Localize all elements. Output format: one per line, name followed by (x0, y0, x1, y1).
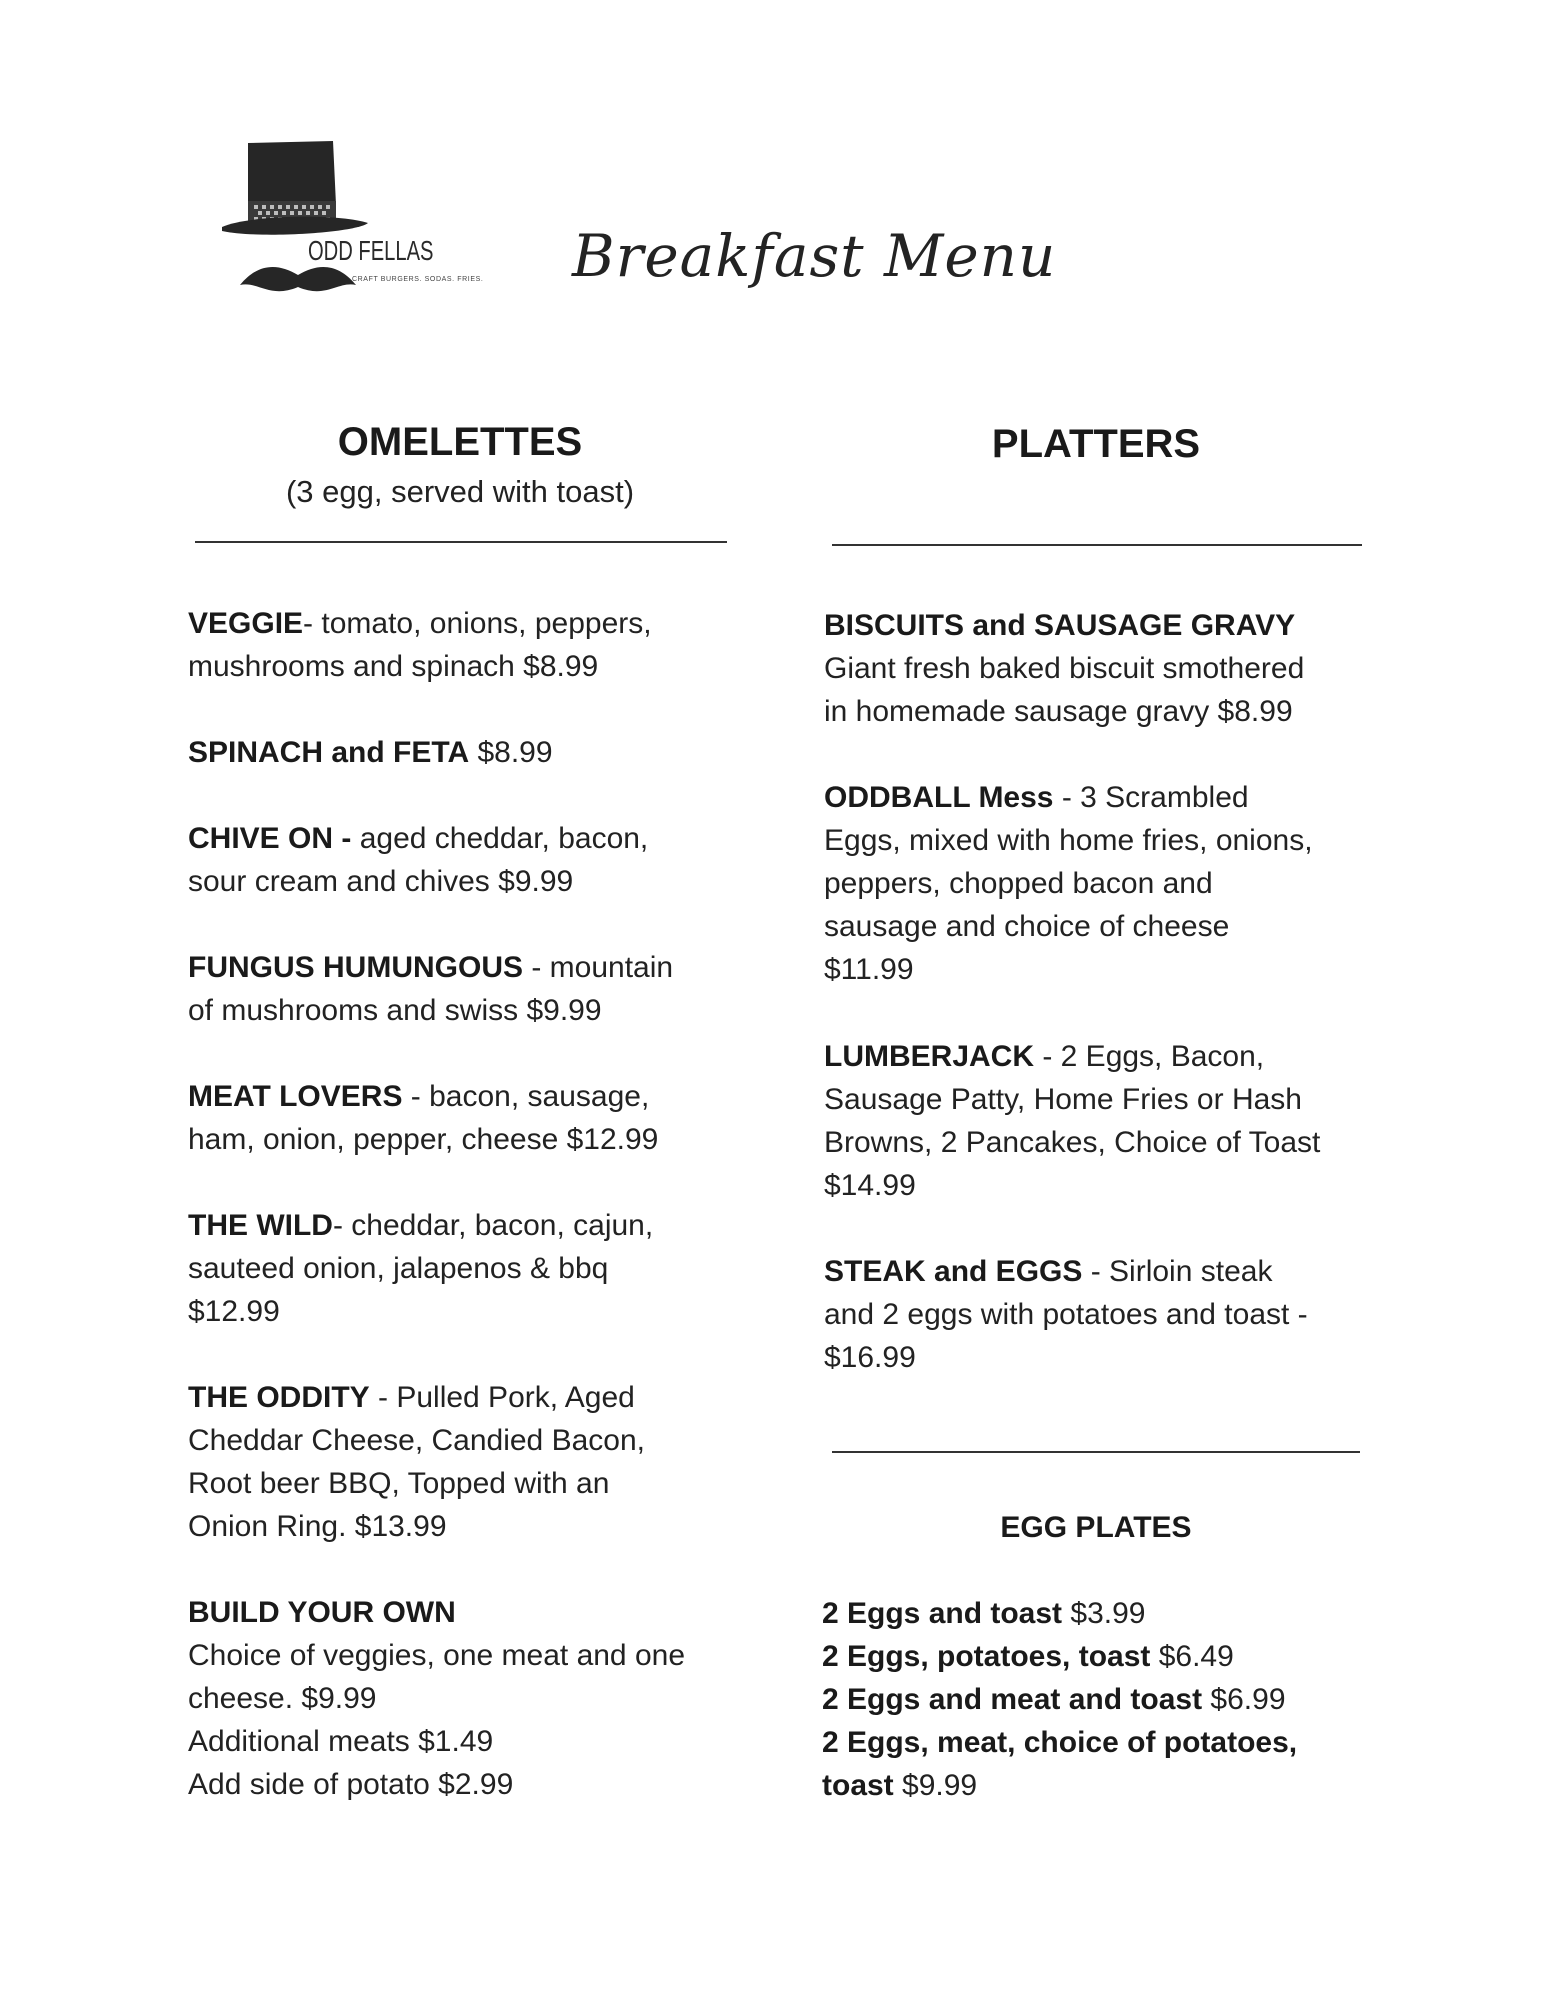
divider (195, 541, 727, 543)
item-description: ham, onion, pepper, cheese $12.99 (188, 1123, 659, 1156)
menu-item (824, 1250, 1308, 1379)
item-description: and 2 eggs with potatoes and toast - (824, 1298, 1308, 1331)
item-description: Eggs, mixed with home fries, onions, (824, 824, 1313, 857)
item-name: MEAT LOVERS (188, 1080, 403, 1113)
egg-plates-list (822, 1592, 1297, 1807)
divider (832, 1451, 1360, 1453)
item-description: sausage and choice of cheese (824, 910, 1230, 943)
item-description: Additional meats $1.49 (188, 1725, 494, 1758)
item-description: aged cheddar, bacon, (351, 822, 649, 855)
omelettes-heading: OMELETTES (337, 420, 583, 464)
item-price: $6.49 (1150, 1640, 1234, 1673)
item-name: THE WILD (188, 1209, 333, 1242)
item-name: FUNGUS HUMUNGOUS (188, 951, 523, 984)
menu-item (188, 1204, 653, 1333)
menu-item (188, 817, 648, 903)
item-price: $12.99 (188, 1295, 280, 1328)
menu-item (188, 1376, 645, 1548)
menu-item (188, 1075, 658, 1161)
item-name: LUMBERJACK (824, 1040, 1034, 1073)
item-description: mushrooms and spinach $8.99 (188, 650, 599, 683)
item-price: $14.99 (824, 1169, 916, 1202)
item-description: - mountain (523, 951, 674, 984)
item-description: of mushrooms and swiss $9.99 (188, 994, 602, 1027)
item-description: Root beer BBQ, Topped with an (188, 1467, 610, 1500)
item-description: Giant fresh baked biscuit smothered (824, 652, 1305, 685)
item-price: $11.99 (824, 953, 914, 986)
item-description: Onion Ring. $13.99 (188, 1510, 447, 1543)
list-item (822, 1635, 1297, 1678)
egg-plates-heading: EGG PLATES (1000, 1511, 1192, 1544)
item-name: 2 Eggs, meat, choice of potatoes, (822, 1726, 1298, 1759)
item-description: - cheddar, bacon, cajun, (332, 1209, 654, 1242)
divider (832, 544, 1362, 546)
item-description: cheese. $9.99 (188, 1682, 377, 1715)
item-name: BUILD YOUR OWN (188, 1596, 456, 1629)
list-item (822, 1764, 1297, 1807)
item-description: Add side of potato $2.99 (188, 1768, 514, 1801)
item-name: VEGGIE (188, 607, 304, 640)
item-name: STEAK and EGGS (824, 1255, 1083, 1288)
menu-item (824, 1035, 1320, 1207)
item-description: Choice of veggies, one meat and one (188, 1639, 686, 1672)
item-description: - bacon, sausage, (402, 1080, 650, 1113)
page-title: Breakfast Menu (572, 222, 1057, 290)
item-description: sour cream and chives $9.99 (188, 865, 574, 898)
omelettes-subheading: (3 egg, served with toast) (285, 474, 635, 509)
logo-tagline: CRAFT BURGERS. SODAS. FRIES. (352, 276, 484, 283)
item-name: SPINACH and FETA (188, 736, 470, 769)
item-description: Sausage Patty, Home Fries or Hash (824, 1083, 1302, 1116)
item-name: ODDBALL Mess (824, 781, 1054, 814)
item-description: Browns, 2 Pancakes, Choice of Toast (824, 1126, 1321, 1159)
oddfellas-logo (218, 135, 484, 315)
item-description: - 3 Scrambled (1053, 781, 1249, 814)
item-description: - 2 Eggs, Bacon, (1034, 1040, 1265, 1073)
item-price: $9.99 (893, 1769, 978, 1802)
item-price: $3.99 (1062, 1597, 1146, 1630)
list-item (822, 1678, 1297, 1721)
list-item (822, 1721, 1297, 1764)
item-description: Cheddar Cheese, Candied Bacon, (188, 1424, 645, 1457)
item-price: $6.99 (1202, 1683, 1286, 1716)
item-name: CHIVE ON - (188, 822, 352, 855)
menu-item (188, 602, 652, 688)
item-description: - Pulled Pork, Aged (369, 1381, 635, 1414)
item-name: 2 Eggs and meat and toast (822, 1683, 1203, 1716)
item-description: - Sirloin steak (1082, 1255, 1273, 1288)
menu-item (188, 731, 553, 774)
item-name: BISCUITS and SAUSAGE GRAVY (824, 609, 1296, 642)
menu-item (824, 604, 1304, 733)
item-price: $8.99 (469, 736, 553, 769)
item-name: 2 Eggs and toast (822, 1597, 1063, 1630)
menu-item (188, 946, 673, 1032)
item-name: 2 Eggs, potatoes, toast (822, 1640, 1151, 1673)
top-hat-mustache-icon (218, 135, 468, 315)
menu-item (188, 1591, 685, 1806)
item-description: - tomato, onions, peppers, (303, 607, 652, 640)
logo-wordmark: ODD FELLAS (308, 235, 434, 266)
menu-item (824, 776, 1313, 991)
list-item (822, 1592, 1297, 1635)
platters-heading: PLATTERS (991, 422, 1201, 466)
item-description: in homemade sausage gravy $8.99 (824, 695, 1293, 728)
item-name: toast (822, 1769, 894, 1802)
item-name: THE ODDITY (188, 1381, 370, 1414)
item-price: $16.99 (824, 1341, 916, 1374)
item-description: peppers, chopped bacon and (824, 867, 1213, 900)
item-description: sauteed onion, jalapenos & bbq (188, 1252, 609, 1285)
